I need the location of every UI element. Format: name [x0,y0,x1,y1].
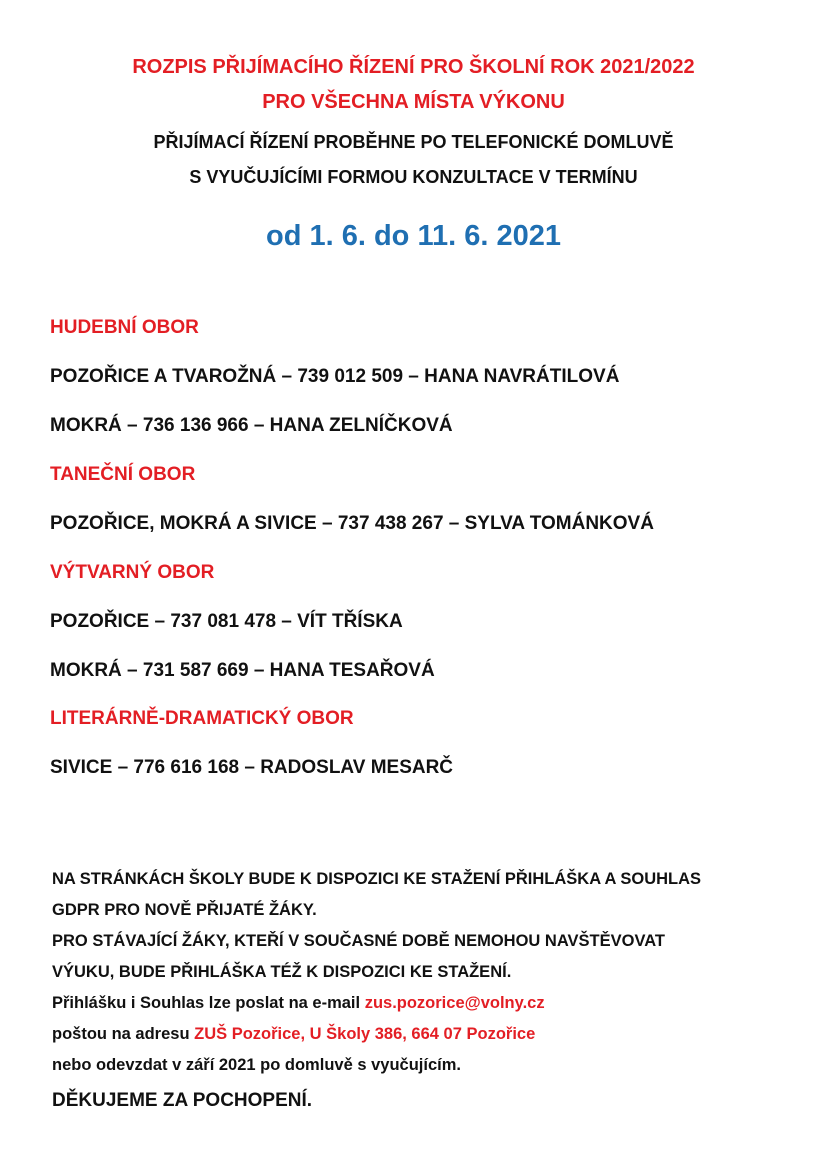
section-title-vytvarny: VÝTVARNÝ OBOR [50,562,215,583]
subtitle-line2: S VYUČUJÍCÍMI FORMOU KONZULTACE V TERMÍNU [189,167,638,187]
document-title: ROZPIS PŘIJÍMACÍHO ŘÍZENÍ PRO ŠKOLNÍ ROK 2021/2022 [132,56,695,78]
footer-address-line [52,1025,535,1044]
footer-line3: PRO STÁVAJÍCÍ ŽÁKY, KTEŘÍ V SOUČASNÉ DOBĚ NEMOHOU NAVŠTĚVOVAT [52,932,666,950]
date-range: od 1. 6. do 11. 6. 2021 [266,220,561,252]
email-prefix: Přihlášku i Souhlas lze poslat na e-mail [52,994,365,1012]
footer-email-line [52,994,545,1013]
contact-line: POZOŘICE A TVAROŽNÁ – 739 012 509 – HANA NAVRÁTILOVÁ [50,366,620,387]
thanks-line: DĚKUJEME ZA POCHOPENÍ. [52,1090,313,1111]
footer-line4: VÝUKU, BUDE PŘIHLÁŠKA TÉŽ K DISPOZICI KE STAŽENÍ. [52,963,512,981]
email-link[interactable]: zus.pozorice@volny.cz [364,994,545,1012]
contact-line: POZOŘICE, MOKRÁ A SIVICE – 737 438 267 – SYLVA TOMÁNKOVÁ [50,513,654,534]
section-title-hudebni: HUDEBNÍ OBOR [50,317,199,338]
school-address: ZUŠ Pozořice, U Školy 386, 664 07 Pozořice [194,1025,536,1043]
contact-line: MOKRÁ – 731 587 669 – HANA TESAŘOVÁ [50,660,435,681]
footer-handover-line: nebo odevzdat v září 2021 po domluvě s vyučujícím. [52,1056,461,1074]
footer-line1: NA STRÁNKÁCH ŠKOLY BUDE K DISPOZICI KE STAŽENÍ PŘIHLÁŠKA A SOUHLAS [52,870,702,888]
subtitle-line1: PŘIJÍMACÍ ŘÍZENÍ PROBĚHNE PO TELEFONICKÉ DOMLUVĚ [153,132,674,152]
footer-line2: GDPR PRO NOVĚ PŘIJATÉ ŽÁKY. [52,901,317,919]
contact-line: SIVICE – 776 616 168 – RADOSLAV MESARČ [50,757,454,778]
document-title-line2: PRO VŠECHNA MÍSTA VÝKONU [262,91,565,113]
post-prefix: poštou na adresu [52,1025,195,1043]
contact-line: POZOŘICE – 737 081 478 – VÍT TŘÍSKA [50,611,403,632]
section-title-tanecni: TANEČNÍ OBOR [50,464,196,485]
section-title-literarne-dramaticky: LITERÁRNĚ-DRAMATICKÝ OBOR [50,708,354,729]
contact-line: MOKRÁ – 736 136 966 – HANA ZELNÍČKOVÁ [50,415,453,436]
